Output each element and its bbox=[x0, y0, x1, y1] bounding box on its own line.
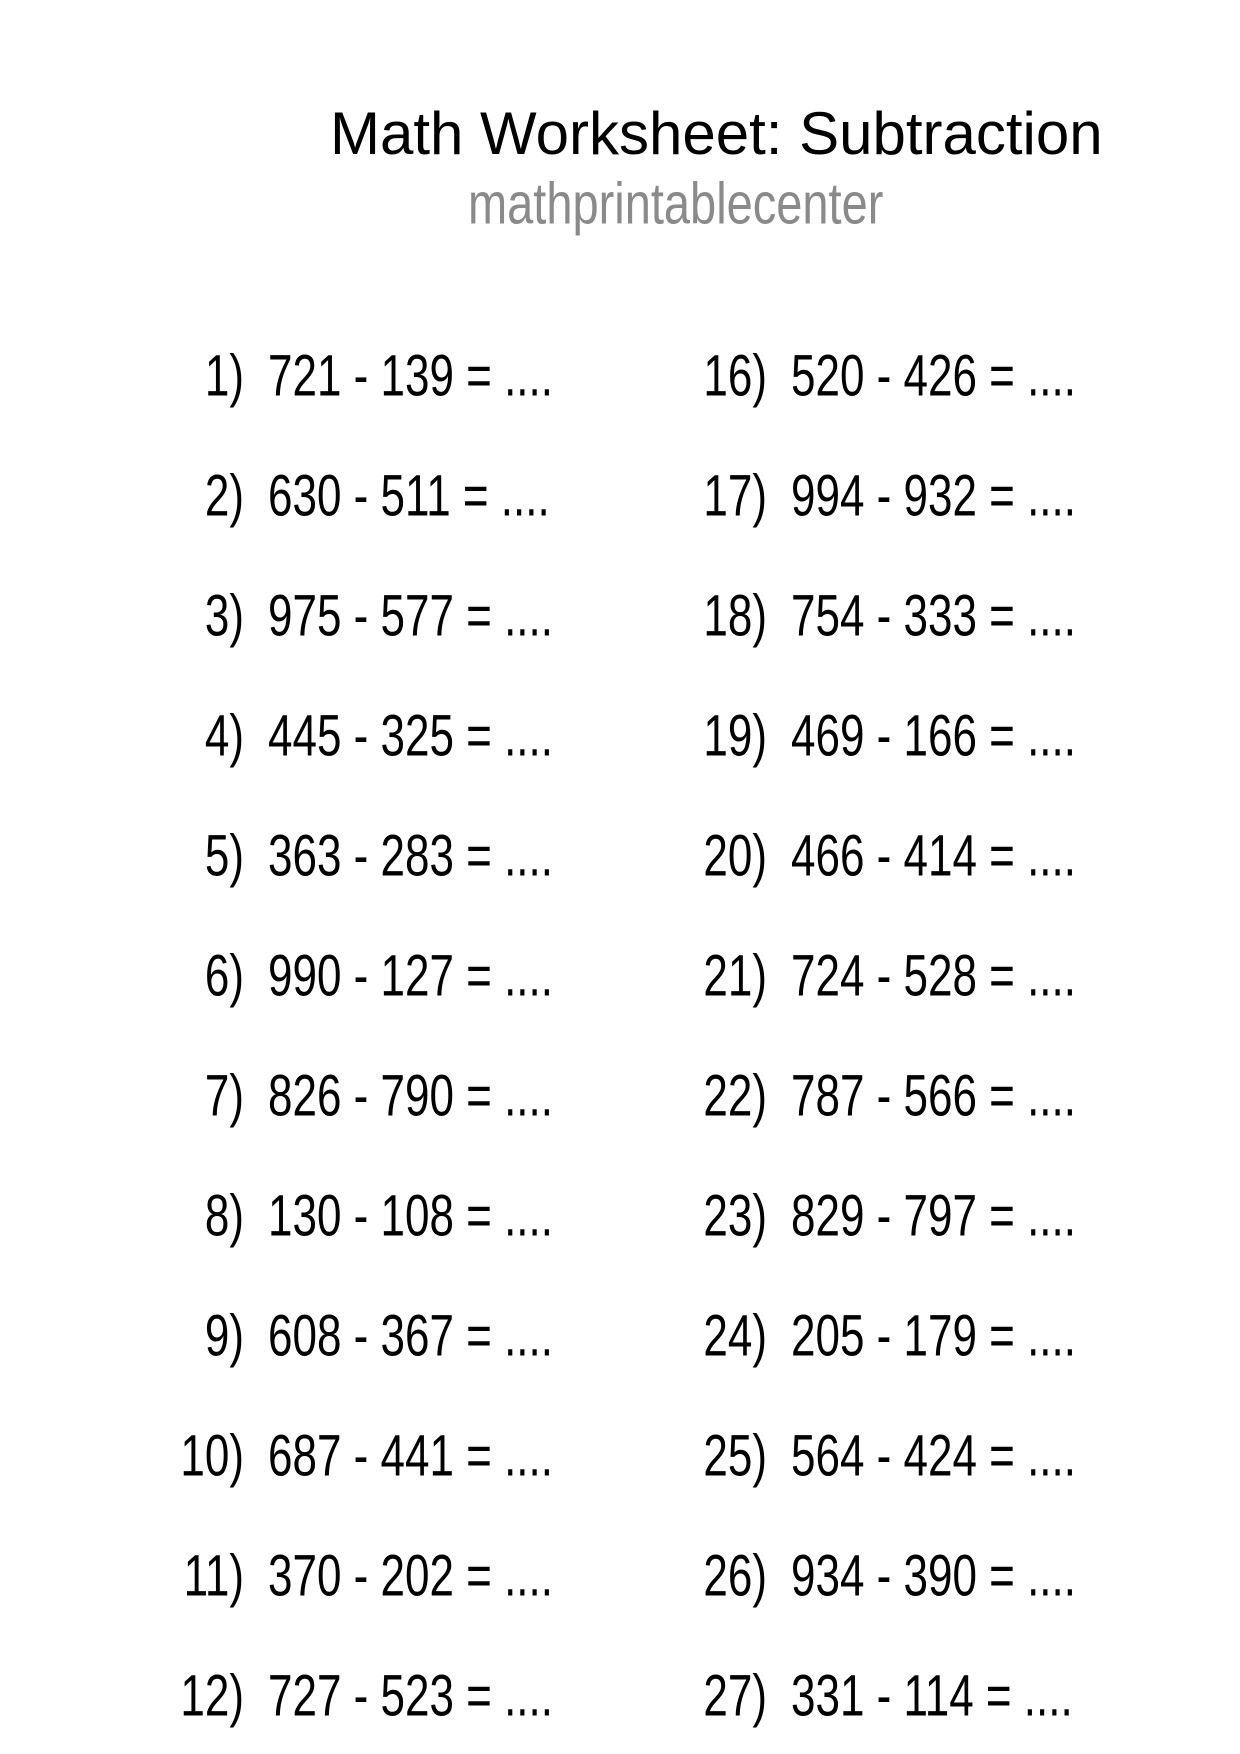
problem-row bbox=[600, 1543, 1076, 1609]
problem-expression: 564 - 424 = .... bbox=[791, 1423, 1076, 1489]
problem-expression: 469 - 166 = .... bbox=[791, 703, 1076, 769]
problem-expression: 975 - 577 = .... bbox=[268, 583, 553, 649]
problem-number: 24) bbox=[703, 1303, 767, 1369]
problem-number: 3) bbox=[204, 583, 244, 649]
problem-row bbox=[600, 1183, 1076, 1249]
problem-number: 8) bbox=[204, 1183, 244, 1249]
problem-row bbox=[600, 583, 1076, 649]
problem-row bbox=[600, 343, 1076, 409]
problem-number: 16) bbox=[703, 343, 767, 409]
problem-row bbox=[150, 583, 553, 649]
worksheet-brand: mathprintablecenter bbox=[468, 169, 884, 236]
problem-row bbox=[600, 1063, 1076, 1129]
problem-number: 9) bbox=[204, 1303, 244, 1369]
problem-number: 18) bbox=[703, 583, 767, 649]
problem-expression: 934 - 390 = .... bbox=[791, 1543, 1076, 1609]
problem-expression: 520 - 426 = .... bbox=[791, 343, 1076, 409]
problem-expression: 205 - 179 = .... bbox=[791, 1303, 1076, 1369]
problem-row bbox=[150, 1663, 553, 1729]
problem-number: 17) bbox=[703, 463, 767, 529]
problem-expression: 687 - 441 = .... bbox=[268, 1423, 553, 1489]
problem-row bbox=[150, 1303, 553, 1369]
problem-number: 22) bbox=[703, 1063, 767, 1129]
problem-expression: 727 - 523 = .... bbox=[268, 1663, 553, 1729]
problem-expression: 826 - 790 = .... bbox=[268, 1063, 553, 1129]
problem-number: 10) bbox=[180, 1423, 244, 1489]
problem-expression: 466 - 414 = .... bbox=[791, 823, 1076, 889]
problem-row bbox=[150, 1183, 553, 1249]
problem-row bbox=[150, 343, 553, 409]
problem-row bbox=[150, 1063, 553, 1129]
problem-number: 20) bbox=[703, 823, 767, 889]
problem-number: 19) bbox=[703, 703, 767, 769]
problem-row bbox=[600, 1303, 1076, 1369]
problem-number: 12) bbox=[180, 1663, 244, 1729]
problem-expression: 331 - 114 = .... bbox=[791, 1663, 1073, 1729]
problem-row bbox=[150, 823, 553, 889]
problem-expression: 829 - 797 = .... bbox=[791, 1183, 1076, 1249]
problem-expression: 363 - 283 = .... bbox=[268, 823, 553, 889]
problem-number: 6) bbox=[204, 943, 244, 1009]
problem-expression: 130 - 108 = .... bbox=[268, 1183, 553, 1249]
problem-number: 25) bbox=[703, 1423, 767, 1489]
problem-expression: 990 - 127 = .... bbox=[268, 943, 553, 1009]
problem-number: 5) bbox=[204, 823, 244, 889]
problem-expression: 630 - 511 = .... bbox=[268, 463, 550, 529]
problem-row bbox=[150, 1423, 553, 1489]
worksheet-title: Math Worksheet: Subtraction bbox=[330, 100, 1103, 167]
problem-row bbox=[600, 1423, 1076, 1489]
problem-row bbox=[600, 943, 1076, 1009]
problem-number: 7) bbox=[204, 1063, 244, 1129]
problem-number: 23) bbox=[703, 1183, 767, 1249]
problem-row bbox=[600, 823, 1076, 889]
problem-row bbox=[150, 943, 553, 1009]
problem-row bbox=[600, 463, 1076, 529]
problem-expression: 724 - 528 = .... bbox=[791, 943, 1076, 1009]
problem-row bbox=[150, 703, 553, 769]
problem-row bbox=[150, 1543, 553, 1609]
problem-expression: 370 - 202 = .... bbox=[268, 1543, 553, 1609]
problem-number: 27) bbox=[703, 1663, 767, 1729]
problem-number: 21) bbox=[703, 943, 767, 1009]
problem-expression: 721 - 139 = .... bbox=[268, 343, 553, 409]
problem-expression: 608 - 367 = .... bbox=[268, 1303, 553, 1369]
problem-expression: 754 - 333 = .... bbox=[791, 583, 1076, 649]
problem-expression: 994 - 932 = .... bbox=[791, 463, 1076, 529]
problem-number: 2) bbox=[204, 463, 244, 529]
problem-number: 1) bbox=[204, 343, 244, 409]
problem-row bbox=[600, 1663, 1073, 1729]
problem-number: 11) bbox=[183, 1543, 244, 1609]
problem-row bbox=[150, 463, 550, 529]
problem-number: 4) bbox=[204, 703, 244, 769]
problem-number: 26) bbox=[703, 1543, 767, 1609]
problem-expression: 445 - 325 = .... bbox=[268, 703, 553, 769]
problem-expression: 787 - 566 = .... bbox=[791, 1063, 1076, 1129]
problem-row bbox=[600, 703, 1076, 769]
